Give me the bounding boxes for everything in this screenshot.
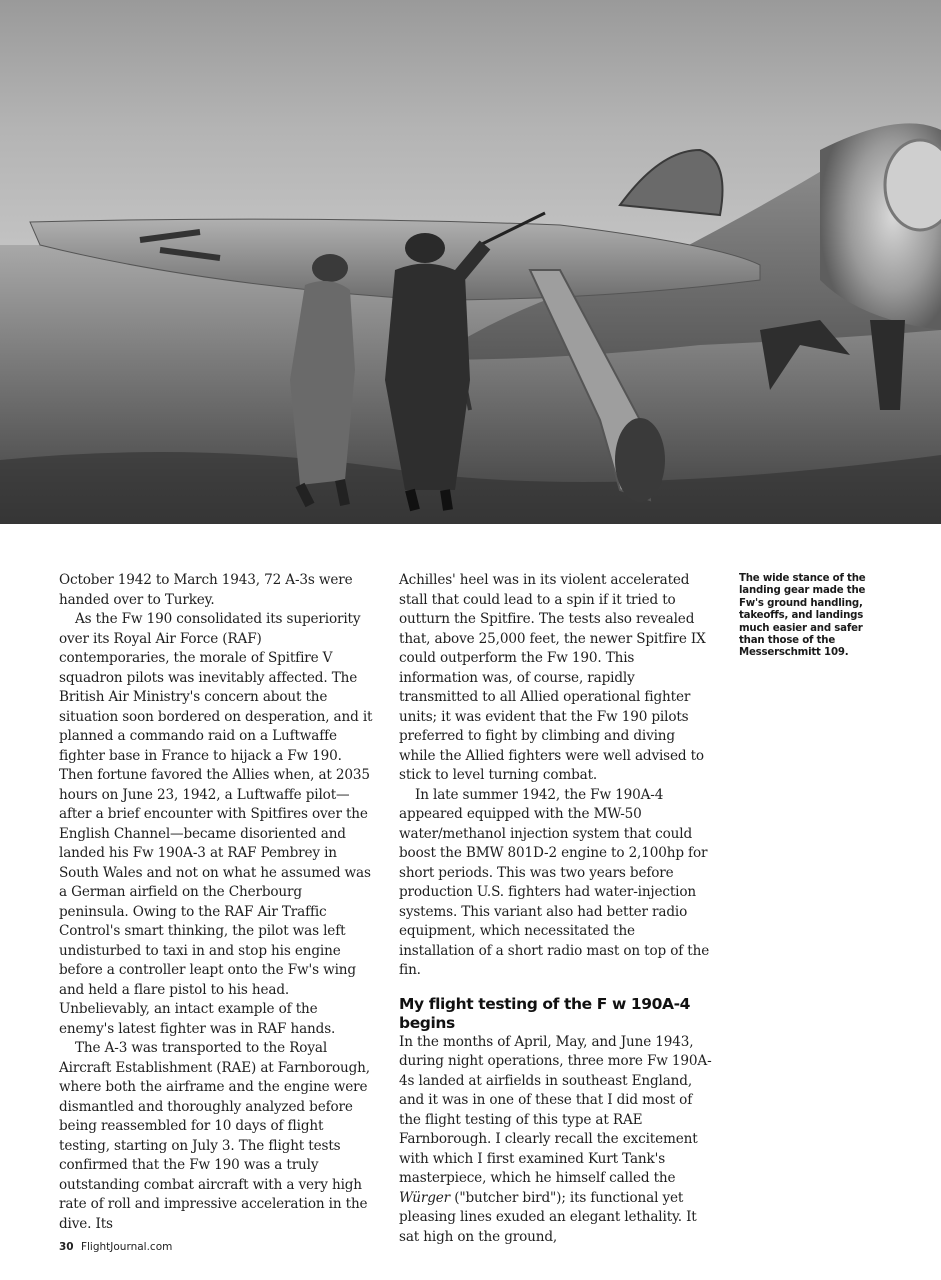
paragraph: Achilles' heel was in its violent accelerated stall that could lead to a spin if it tried to outturn the Spitfire. The tests also revealed that, above 25,000 feet, the newer Spitfire IX could outperform the Fw 190. This information was, of course, rapidly transmitted to all Allied operational fighter units; it was evident that the Fw 190 pilots preferred to fight by climbing and diving while the Allied fighters were well advised to stick to level turning combat. — [399, 572, 706, 783]
page-footer — [59, 1241, 172, 1253]
paragraph: In late summer 1942, the Fw 190A-4 appeared equipped with the MW-50 water/methanol injection system that could boost the BMW 801D-2 engine to 2,100hp for short periods. This was two years before production U.S. fighters had water-injection systems. This variant also had better radio equipment, which necessitated the installation of a short radio mast on top of the fin. — [399, 786, 710, 978]
paragraph — [399, 1033, 714, 1248]
page-number: 30 — [59, 1241, 74, 1253]
site-link[interactable]: FlightJournal.com — [80, 1241, 173, 1253]
section-heading: My flight testing of the F w 190A-4 begins — [399, 994, 691, 1032]
paragraph-text: In the months of April, May, and June 1943, during night operations, three more Fw 190A-4s landed at airfields in southeast England, and it was in one of these that I did most of the flight testing of this type at RAE Farnborough. I clearly recall the excitement with which I first examined Kurt Tank's masterpiece, which he himself called the — [399, 1033, 712, 1186]
paragraph: October 1942 to March 1943, 72 A-3s were handed over to Turkey. — [59, 572, 353, 608]
aircraft-photo — [0, 0, 941, 524]
text-column-2 — [399, 571, 714, 1247]
photo-caption: The wide stance of the landing gear made the Fw's ground handling, takeoffs, and landings much easier and safer than those of the Messerschmitt 109. — [739, 573, 866, 659]
paragraph-text-end: ("butcher bird"); its functional yet pleasing lines exuded an elegant lethality. It sat high on the ground, — [399, 1189, 697, 1245]
text-column-1 — [59, 571, 374, 1234]
paragraph: The A-3 was transported to the Royal Aircraft Establishment (RAE) at Farnborough, where both the airframe and the engine were dismantled and thoroughly analyzed before being reassembled for 10 days of flight testing, starting on July 3. The flight tests confirmed that the Fw 190 was a truly outstanding combat aircraft with a very high rate of roll and impressive acceleration in the dive. Its — [59, 1040, 370, 1232]
paragraph: As the Fw 190 consolidated its superiority over its Royal Air Force (RAF) contemporaries, the morale of Spitfire V squadron pilots was inevitably affected. The British Air Ministry's concern about the situation soon bordered on desperation, and it planned a commando raid on a Luftwaffe fighter base in France to hijack a Fw 190. Then fortune favored the Allies when, at 2035 hours on June 23, 1942, a Luftwaffe pilot—after a brief encounter with Spitfires over the English Channel—became disoriented and landed his Fw 190A-3 at RAF Pembrey in South Wales and not on what he assumed was a German airfield on the Cherbourg peninsula. Owing to the RAF Air Traffic Control's smart thinking, the pilot was left undisturbed to taxi in and stop his engine before a controller leapt onto the Fw's wing and held a flare pistol to his head. Unbelievably, an intact example of the enemy's latest fighter was in RAF hands. — [59, 611, 373, 1037]
italic-term: Würger — [399, 1189, 451, 1206]
